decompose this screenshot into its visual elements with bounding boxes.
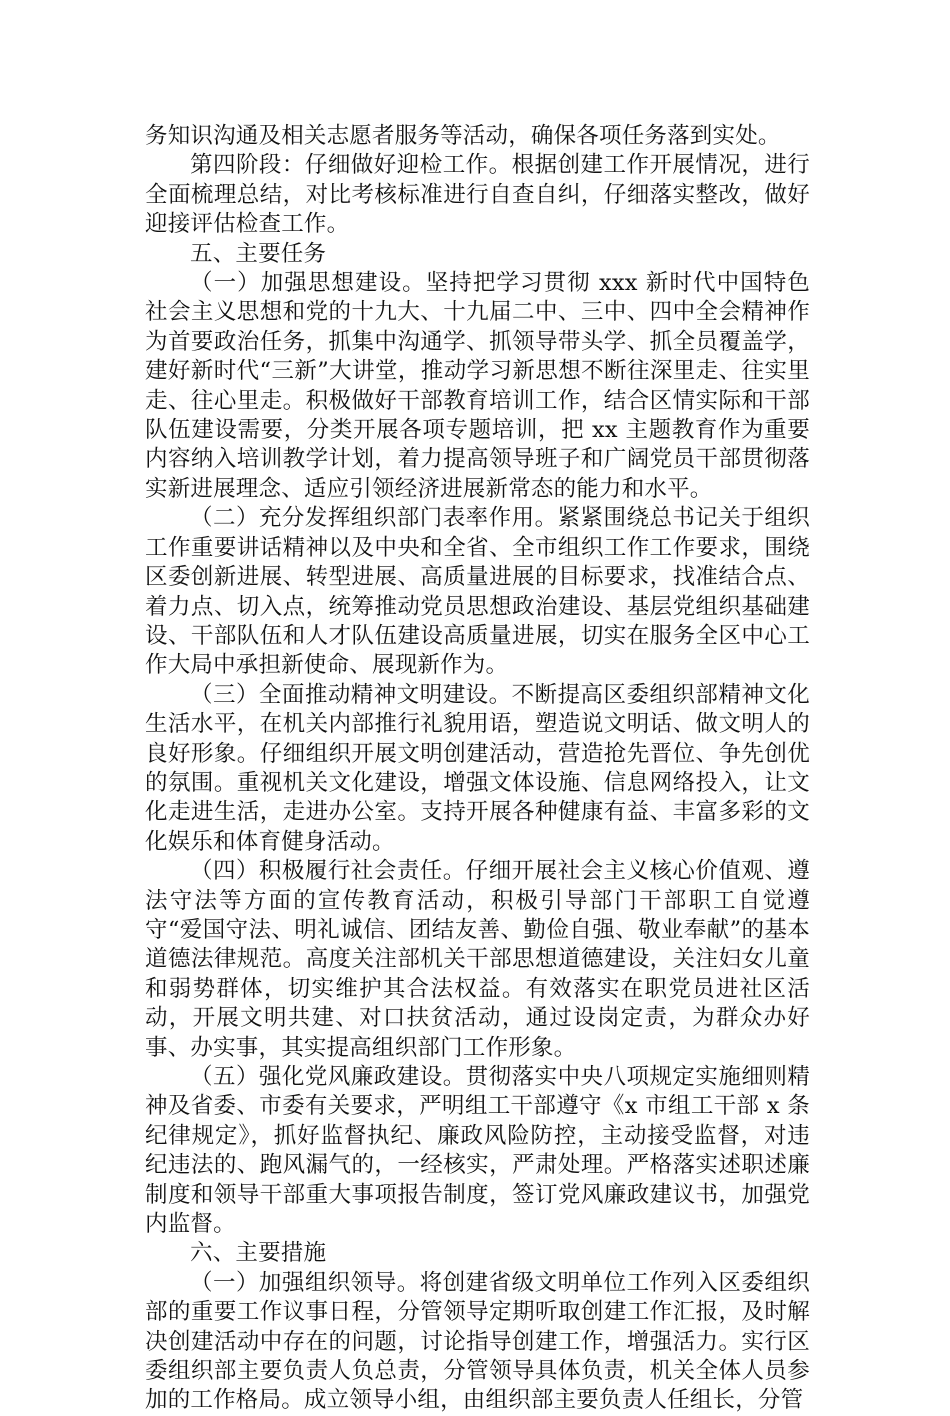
paragraph-continuation: 务知识沟通及相关志愿者服务等活动，确保各项任务落到实处。 bbox=[145, 123, 781, 149]
paragraph-measure-1: （一）加强组织领导。将创建省级文明单位工作列入区委组织部的重要工作议事日程，分管领导定期听取创建工作汇报，及时解决创建活动中存在的问题，讨论指导创建工作，增强活力。实行区委组织部主要负责人负总责，分管领导具体负责，机关全体人员参加的工作格局。成立领导小组，由组织部主要负责人任组长，分管 bbox=[145, 1269, 810, 1414]
section-heading-main-measures: 六、主要措施 bbox=[190, 1240, 327, 1267]
paragraph-task-4: （四）积极履行社会责任。仔细开展社会主义核心价值观、遵法守法等方面的宣传教育活动，积极引导部门干部职工自觉遵守“爱国守法、明礼诚信、团结友善、勤俭自强、敬业奉献”的基本道德法律规范。高度关注部机关干部思想道德建设，关注妇女儿童和弱势群体，切实维护其合法权益。有效落实在职党员进社区活动，开展文明共建、对口扶贫活动，通过设岗定责，为群众办好事、办实事，其实提高组织部门工作形象。 bbox=[145, 858, 810, 1061]
document-page bbox=[145, 122, 810, 1416]
paragraph-stage-four: 第四阶段：仔细做好迎检工作。根据创建工作开展情况，进行全面梳理总结，对比考核标准进行自查自纠，仔细落实整改，做好迎接评估检查工作。 bbox=[145, 152, 810, 238]
paragraph-task-3: （三）全面推动精神文明建设。不断提高区委组织部精神文化生活水平，在机关内部推行礼貌用语，塑造说文明话、做文明人的良好形象。仔细组织开展文明创建活动，营造抢先晋位、争先创优的氛围。重视机关文化建设，增强文体设施、信息网络投入，让文化走进生活，走进办公室。支持开展各种健康有益、丰富多彩的文化娱乐和体育健身活动。 bbox=[145, 681, 810, 855]
paragraph-task-1: （一）加强思想建设。坚持把学习贯彻 xxx 新时代中国特色社会主义思想和党的十九大、十九届二中、三中、四中全会精神作为首要政治任务，抓集中沟通学、抓领导带头学、抓全员覆盖学，建好新时代“三新”大讲堂，推动学习新思想不断往深里走、往实里走、往心里走。积极做好干部教育培训工作，结合区情实际和干部队伍建设需要，分类开展各项专题培训，把 xx 主题教育作为重要内容纳入培训教学计划，着力提高领导班子和广阔党员干部贯彻落实新进展理念、适应引领经济进展新常态的能力和水平。 bbox=[145, 270, 810, 502]
paragraph-task-5: （五）强化党风廉政建设。贯彻落实中央八项规定实施细则精神及省委、市委有关要求，严明组工干部遵守《x 市组工干部 x 条纪律规定》，抓好监督执纪、廉政风险防控，主动接受监督，对违纪违法的、跑风漏气的，一经核实，严肃处理。严格落实述职述廉制度和领导干部重大事项报告制度，签订党风廉政建议书，加强党内监督。 bbox=[145, 1064, 810, 1238]
paragraph-task-2: （二）充分发挥组织部门表率作用。紧紧围绕总书记关于组织工作重要讲话精神以及中央和全省、全市组织工作工作要求，围绕区委创新进展、转型进展、高质量进展的目标要求，找准结合点、着力点、切入点，统筹推动党员思想政治建设、基层党组织基础建设、干部队伍和人才队伍建设高质量进展，切实在服务全区中心工作大局中承担新使命、展现新作为。 bbox=[145, 505, 810, 679]
section-heading-main-tasks: 五、主要任务 bbox=[190, 240, 327, 267]
